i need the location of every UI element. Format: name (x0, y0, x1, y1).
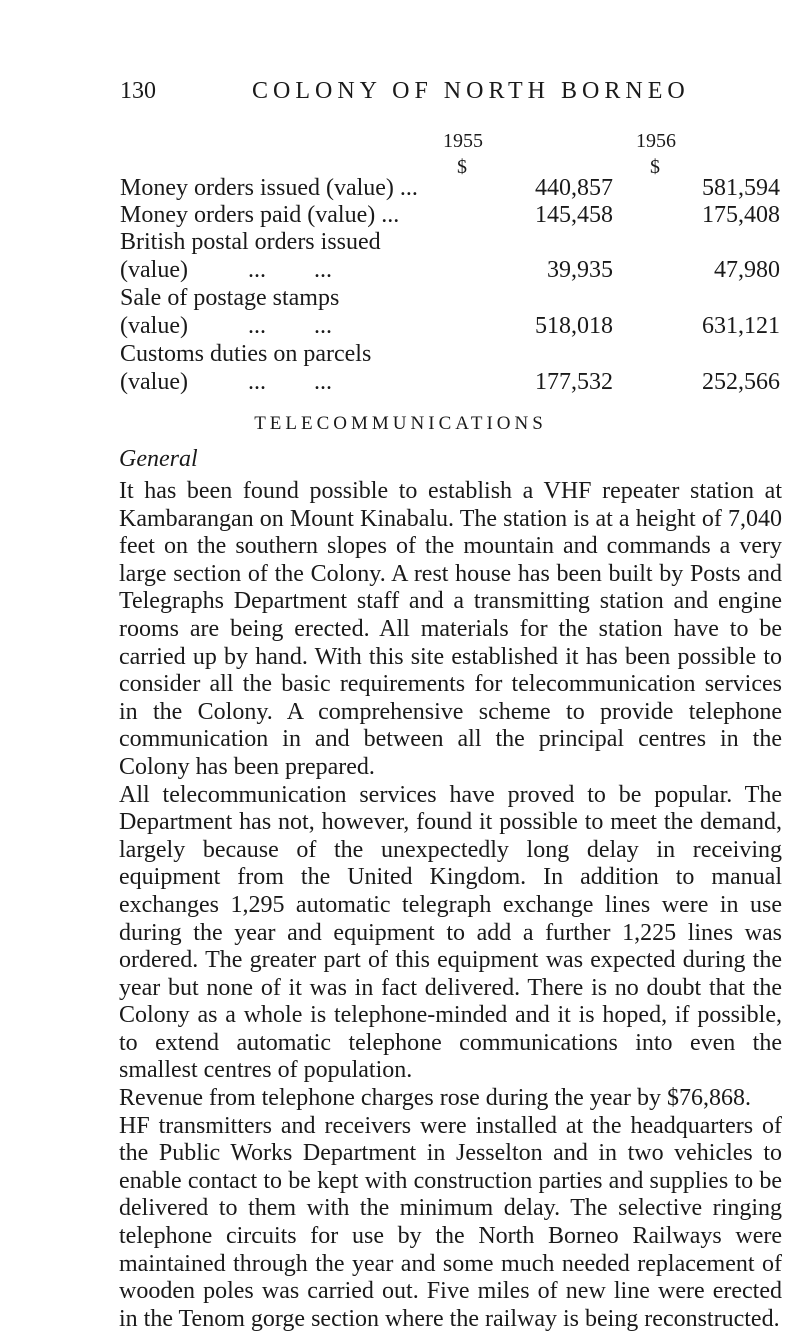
row-label-continued: (value) ... ... (120, 313, 332, 339)
row-label: Customs duties on parcels (120, 341, 372, 367)
value-1956: 631,121 (702, 313, 780, 339)
running-head: COLONY OF NORTH BORNEO (252, 78, 690, 104)
row-label: Money orders paid (value) ... (120, 202, 400, 228)
value-1955: 177,532 (535, 369, 613, 395)
year-header-1956: 1956 (636, 130, 676, 152)
subheading: General (119, 446, 198, 472)
page-header (120, 78, 740, 114)
table-row (120, 228, 780, 284)
unit-header-1955: $ (457, 156, 467, 178)
paragraph: It has been found possible to establish a VHF repeater station at Kambarangan on Mount Kinabalu. The station is at a height of 7,040 feet on the southern slopes of the mountain and commands a very large section of the Colony. A rest house has been built by Posts and Telegraphs Department staff and a transmitting station and engine rooms are being erected. All materials for the station have to be carried up by hand. With this site established it has been possible to consider all the basic requirements for telecommunication services in the Colony. A comprehensive scheme to provide telephone communication in and between all the principal centres in the Colony has been prepared. (119, 478, 782, 780)
body-text (119, 478, 782, 1333)
value-1956: 252,566 (702, 369, 780, 395)
row-label: Sale of postage stamps (120, 285, 340, 311)
row-label: British postal orders issued (120, 229, 381, 255)
table-row (120, 340, 780, 396)
value-1956: 47,980 (714, 257, 780, 283)
row-label-continued: (value) ... ... (120, 257, 332, 283)
value-1955: 145,458 (535, 202, 613, 228)
section-heading: TELECOMMUNICATIONS (254, 413, 547, 434)
unit-header-1956: $ (650, 156, 660, 178)
value-1955: 39,935 (547, 257, 613, 283)
paragraph: All telecommunication services have proved to be popular. The Department has not, however, found it possible to meet the demand, largely because of the unexpectedly long delay in receiving equipment from the United Kingdom. In addition to manual exchanges 1,295 automatic telegraph exchange lines were in use during the year and equipment to add a further 1,225 lines was ordered. The greater part of this equipment was expected during the year but none of it was in fact delivered. There is no doubt that the Colony as a whole is telephone-minded and it is hoped, if possible, to extend automatic telephone communications into even the smallest centres of population. (119, 781, 782, 1084)
value-1956: 175,408 (702, 202, 780, 228)
paragraph: HF transmitters and receivers were installed at the headquarters of the Public Works Department in Jesselton and in two vehicles to enable contact to be kept with construction parties and supplies to be delivered to them with the minimum delay. The selective ringing telephone circuits for use by the North Borneo Railways were maintained through the year and some much needed replacement of wooden poles was carried out. Five miles of new line were erected in the Tenom gorge section where the railway is being reconstructed. (119, 1112, 782, 1332)
value-1955: 518,018 (535, 313, 613, 339)
page-number: 130 (120, 78, 156, 104)
year-header-1955: 1955 (443, 130, 483, 152)
table-row (120, 174, 780, 202)
value-1956: 581,594 (702, 175, 780, 201)
table-row (120, 284, 780, 340)
table-row (120, 201, 780, 229)
paragraph: Revenue from telephone charges rose during the year by $76,868. (119, 1085, 752, 1112)
row-label: Money orders issued (value) ... (120, 175, 418, 201)
value-1955: 440,857 (535, 175, 613, 201)
row-label-continued: (value) ... ... (120, 369, 332, 395)
